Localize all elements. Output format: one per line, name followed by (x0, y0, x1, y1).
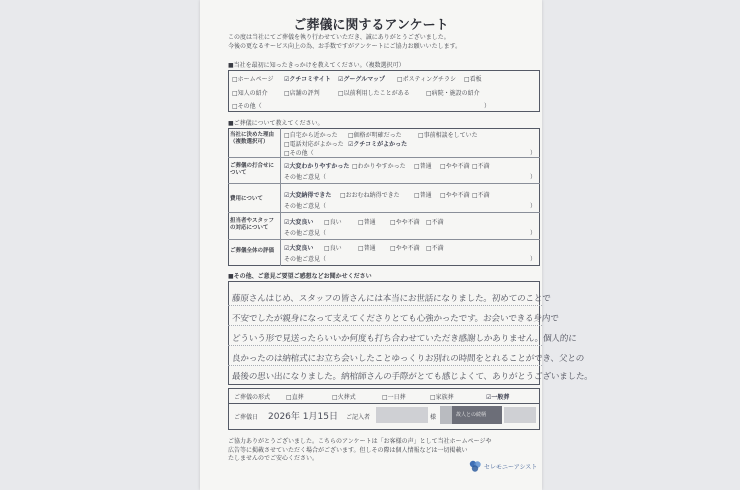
info-divider (228, 403, 540, 404)
q1-option[interactable]: □ポスティングチラシ (397, 76, 456, 83)
q2-option: ） (530, 230, 537, 237)
q2-option[interactable]: □不満 (472, 163, 490, 170)
q1-option[interactable]: □知人の紹介 (232, 90, 268, 97)
q2-option[interactable]: □価格が明確だった (348, 132, 402, 139)
company-logo (468, 458, 538, 477)
q1-label: ■当社を最初に知ったきっかけを教えてください。（複数選択可） (228, 62, 405, 69)
q2-option[interactable]: ☑大変良い (284, 219, 314, 226)
q2-option[interactable]: ☑クチコミがよかった (348, 141, 408, 148)
q2-row-line (228, 183, 540, 184)
q2-option[interactable]: □不満 (426, 245, 444, 252)
form-option[interactable]: □火葬式 (332, 394, 356, 401)
q2-option[interactable]: □普通 (358, 245, 376, 252)
q2-option[interactable]: その他ご意見（ (284, 203, 327, 210)
q2-option[interactable]: □やや不満 (390, 219, 420, 226)
q2-option[interactable]: ☑大変わかりやすかった (284, 163, 350, 170)
q2-option[interactable]: □不満 (426, 219, 444, 226)
page-title: ご葬儀に関するアンケート (293, 18, 449, 33)
form-label: ご葬儀の形式 (234, 394, 271, 401)
q1-option[interactable]: □病院・施設の紹介 (426, 90, 480, 97)
form-option[interactable]: □直葬 (286, 394, 304, 401)
q2-row-line (228, 157, 540, 158)
q2-option: ） (530, 203, 537, 210)
date-label: ご葬儀日 (234, 414, 259, 421)
q2-option: ） (530, 256, 537, 263)
q2-row-header: 当社に決めた理由（複数選択可） (230, 132, 275, 145)
q2-option[interactable]: その他ご意見（ (284, 174, 327, 181)
q2-row-header: ご葬儀全体の評価 (230, 248, 275, 254)
q1-option[interactable]: □以前利用したことがある (338, 90, 410, 97)
footer-line: ご協力ありがとうございました。こちらのアンケートは「お客様の声」として当社ホームページや (228, 438, 492, 445)
q2-option[interactable]: □やや不満 (440, 192, 470, 199)
ruled-line (228, 365, 542, 366)
q2-option[interactable]: その他ご意見（ (284, 256, 327, 263)
form-option[interactable]: ☑一般葬 (486, 394, 510, 401)
q1-option[interactable]: ☑クチコミサイト (284, 76, 331, 83)
q1-option[interactable]: □看板 (464, 76, 482, 83)
ruled-line (228, 345, 542, 346)
q2-option[interactable]: □良い (324, 219, 342, 226)
q2-option[interactable]: □事前相談をしていた (418, 132, 478, 139)
sama-label: 様 (430, 414, 437, 421)
q2-option[interactable]: □普通 (414, 163, 432, 170)
q2-label: ■ご葬儀について教えてください。 (228, 120, 324, 127)
q2-option: ） (530, 150, 537, 157)
handwritten-line: 不安でしたが親身になって支えてくださりとても心強かったです。お会いできる身内で (231, 314, 559, 324)
handwritten-line: 最後の思い出になりました。納棺師さんの手際がとても感じよくて、ありがとうございました。 (231, 372, 594, 382)
q2-row-line (228, 212, 540, 213)
q2-option[interactable]: ☑大変納得できた (284, 192, 332, 199)
q2-option[interactable]: □やや不満 (390, 245, 420, 252)
relation-label-box (452, 406, 502, 424)
q2-option[interactable]: ☑大変良い (284, 245, 314, 252)
ruled-line (228, 305, 542, 306)
q1-option[interactable]: □ホームページ (232, 76, 274, 83)
logo-mark-icon (468, 459, 482, 473)
name-label: ご記入者 (346, 414, 371, 421)
q1-option[interactable]: □店舗の評判 (284, 90, 320, 97)
q2-divider (280, 128, 281, 266)
q2-option[interactable]: □普通 (358, 219, 376, 226)
q2-option[interactable]: □普通 (414, 192, 432, 199)
redacted-relation (504, 407, 536, 423)
q1-option[interactable]: ☑グーグルマップ (338, 76, 385, 83)
relation-label: 故人との続柄 (456, 412, 487, 418)
form-option[interactable]: □一日葬 (382, 394, 406, 401)
logo-text: セレモニーアシスト (484, 464, 538, 471)
q2-row-header: ご葬儀の打合せについて (230, 163, 275, 176)
q2-row-header: 費用について (230, 196, 263, 202)
q2-option[interactable]: □良い (324, 245, 342, 252)
q2-option[interactable]: □不満 (472, 192, 490, 199)
redacted-name (376, 407, 428, 423)
q1-option[interactable]: □その他（ (232, 103, 262, 110)
q2-option[interactable]: その他ご意見（ (284, 230, 327, 237)
footer-text (228, 438, 528, 464)
handwritten-line: 良かったのは納棺式にお立ち会いしたことゆっくりお別れの時間をとれることができ、父との (231, 354, 585, 364)
intro-line: 今後の更なるサービス向上の為、お手数ですがアンケートにご協力お願いいたします。 (228, 42, 462, 50)
q2-option[interactable]: □その他（ (284, 150, 314, 157)
intro-text (228, 34, 528, 51)
handwritten-line: 藤原さんはじめ、スタッフの皆さんには本当にお世話になりました。初めてのことで (231, 294, 551, 304)
footer-line: 広告等に掲載させていただく場合がございます。但しその際は個人情報などは一切掲載い (228, 446, 468, 454)
intro-line: この度は当社にてご葬儀を執り行わせていただき、誠にありがとうございました。 (228, 34, 450, 41)
footer-line: たしませんのでご安心ください。 (228, 455, 319, 462)
q2-option[interactable]: □やや不満 (440, 163, 470, 170)
q2-option: ） (530, 174, 537, 181)
handwritten-line: どういう形で見送ったらいいか何度も打ち合わせていただき感謝しかありません。個人的に (231, 334, 577, 344)
q2-option[interactable]: □電話対応がよかった (284, 141, 344, 148)
q3-label: ■その他、ご意見ご要望ご感想などお聞かせください (228, 273, 372, 280)
q2-option[interactable]: □おおむね納得できた (340, 192, 400, 199)
q1-option: ） (484, 103, 491, 110)
survey-sheet (200, 0, 594, 490)
q2-row-line (228, 239, 540, 240)
ruled-line (228, 325, 542, 326)
date-value[interactable]: 2026年 1月15日 (268, 412, 338, 422)
q2-option[interactable]: □自宅から近かった (284, 132, 338, 139)
q2-option[interactable]: □わかりやすかった (352, 163, 406, 170)
q2-row-header: 担当者やスタッフの対応について (230, 218, 275, 231)
form-option[interactable]: □家族葬 (430, 394, 454, 401)
